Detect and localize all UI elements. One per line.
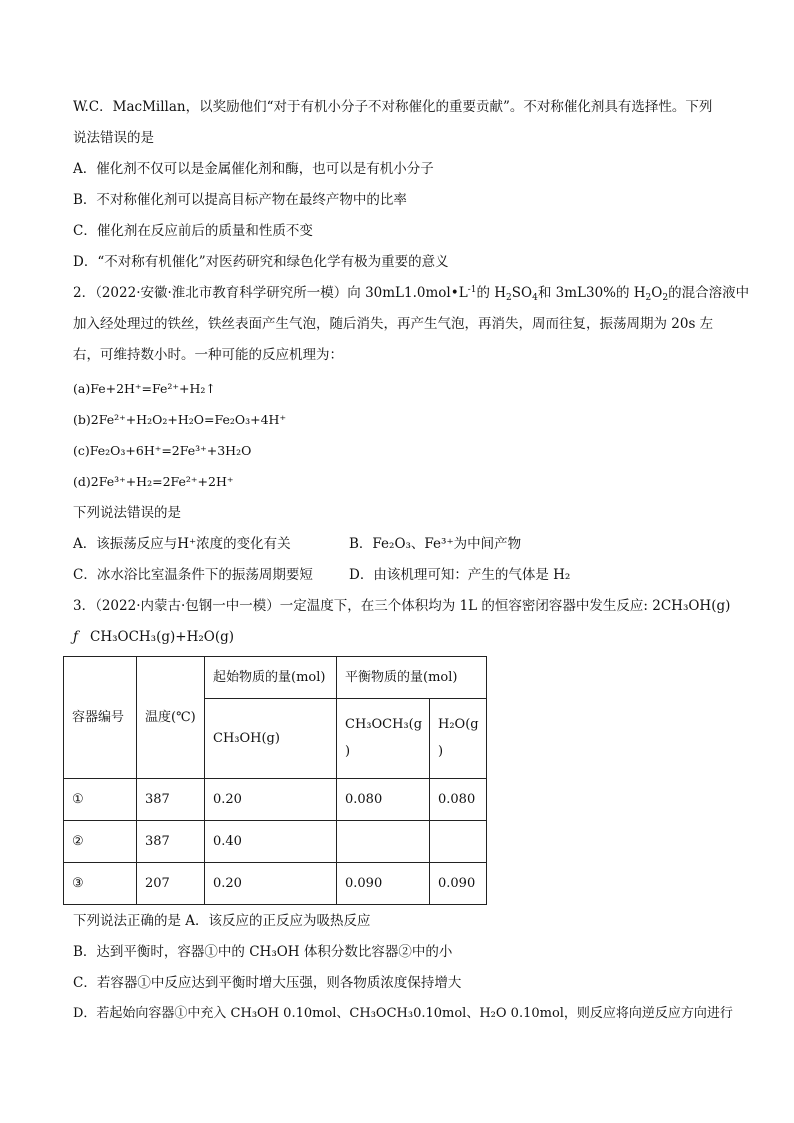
table-header-ch3och3 [337, 699, 430, 779]
row-temp: 387 [137, 779, 205, 821]
q2-option-d: D．由该机理可知：产生的气体是 H₂ [349, 567, 571, 583]
row-id: ③ [64, 863, 137, 905]
q3-equilibrium-symbol: ƒ [73, 629, 78, 645]
table-row [64, 821, 487, 863]
q1-option-c: C．催化剂在反应前后的质量和性质不变 [73, 223, 313, 239]
table-header-initial: 起始物质的量(mol) [205, 657, 337, 699]
h2o-line1: H₂O(g [438, 717, 479, 732]
table-header-ch3oh: CH₃OH(g) [205, 699, 337, 779]
q1-stem-line1: W.C．MacMillan，以奖励他们“对于有机小分子不对称催化的重要贡献”。不对称催化剂具有选择性。下列 [73, 99, 713, 115]
row-ch3oh: 0.20 [205, 863, 337, 905]
ch3och3-line1: CH₃OCH₃(g [345, 717, 423, 732]
q2-stem-line3: 右，可维持数小时。一种可能的反应机理为： [73, 347, 343, 363]
q3-equation-products: CH₃OCH₃(g)+H₂O(g) [90, 629, 235, 645]
table-row [64, 863, 487, 905]
q3-stem-line1: 3．（2022·内蒙古·包钢一中一模）一定温度下，在三个体积均为 1L 的恒容密闭容器中发生反应: 2CH₃OH(g) [73, 598, 731, 614]
row-temp: 207 [137, 863, 205, 905]
q2-option-c: C．冰水浴比室温条件下的振荡周期要短 [73, 567, 313, 583]
q3-option-d: D．若起始向容器①中充入 CH₃OH 0.10mol、CH₃OCH₃0.10mol、H₂O 0.10mol，则反应将向逆反应方向进行 [73, 1006, 733, 1021]
q2-option-b: B．Fe₂O₃、Fe³⁺为中间产物 [349, 536, 522, 552]
table-header-container: 容器编号 [64, 657, 137, 779]
q3-data-table [63, 656, 487, 905]
row-h2o: 0.090 [430, 863, 487, 905]
q2-reaction-a: (a)Fe+2H⁺=Fe²⁺+H₂↑ [73, 381, 216, 396]
q2-ask: 下列说法错误的是 [73, 505, 181, 521]
q2-reaction-c: (c)Fe₂O₃+6H⁺=2Fe³⁺+3H₂O [73, 443, 252, 458]
q2-line1-e: O [651, 285, 663, 301]
q2-line1-c: SO [511, 285, 533, 301]
row-temp: 387 [137, 821, 205, 863]
table-header-equilibrium: 平衡物质的量(mol) [337, 657, 487, 699]
table-header-temp: 温度(℃) [137, 657, 205, 779]
q2-reaction-b: (b)2Fe²⁺+H₂O₂+H₂O=Fe₂O₃+4H⁺ [73, 412, 287, 427]
row-ch3oh: 0.40 [205, 821, 337, 863]
ch3och3-line2: ) [345, 744, 351, 759]
q2-line1-b: 的 H [476, 285, 507, 301]
q3-option-b: B．达到平衡时，容器①中的 CH₃OH 体积分数比容器②中的小 [73, 944, 453, 960]
q2-options-row2 [73, 566, 725, 584]
q2-options-row1 [73, 535, 725, 553]
q2-reaction-d: (d)2Fe³⁺+H₂=2Fe²⁺+2H⁺ [73, 474, 234, 489]
q2-line1-a: 2．（2022·安徽·淮北市教育科学研究所一模）向 30mL1.0mol•L [73, 285, 468, 301]
row-ch3och3: 0.080 [337, 779, 430, 821]
row-h2o [430, 821, 487, 863]
q3-option-c: C．若容器①中反应达到平衡时增大压强，则各物质浓度保持增大 [73, 975, 462, 991]
q3-stem-line2 [73, 628, 234, 646]
row-id: ① [64, 779, 137, 821]
q2-line1-sup: -1 [467, 285, 477, 295]
row-id: ② [64, 821, 137, 863]
q2-stem-line2: 加入经处理过的铁丝，铁丝表面产生气泡，随后消失，再产生气泡，再消失，周而往复，振荡周期为 20s 左 [73, 316, 714, 332]
row-ch3oh: 0.20 [205, 779, 337, 821]
q2-stem-line1: 2．（2022·安徽·淮北市教育科学研究所一模）向 $30mL1.0mol•L^{-1}$的 $H_2SO_4$和 3mL30%的 $H_2O_2$的混合溶液中 [73, 285, 750, 303]
q1-stem-line2: 说法错误的是 [73, 130, 154, 146]
q3-ask-option-a: 下列说法正确的是 A．该反应的正反应为吸热反应 [73, 913, 371, 929]
row-ch3och3 [337, 821, 430, 863]
q2-option-a: A．该振荡反应与H⁺浓度的变化有关 [73, 536, 291, 552]
table-row [64, 779, 487, 821]
row-ch3och3: 0.090 [337, 863, 430, 905]
h2o-line2: ) [438, 744, 444, 759]
q1-option-a: A．催化剂不仅可以是金属催化剂和酶，也可以是有机小分子 [73, 161, 434, 177]
row-h2o: 0.080 [430, 779, 487, 821]
q1-option-b: B．不对称催化剂可以提高目标产物在最终产物中的比率 [73, 192, 407, 208]
table-header-h2o [430, 699, 487, 779]
q2-line1-d: 和 3mL30%的 H [537, 285, 646, 301]
q2-line1-f: 的混合溶液中 [668, 285, 750, 301]
q1-option-d: D．“不对称有机催化”对医药研究和绿色化学有极为重要的意义 [73, 254, 449, 270]
